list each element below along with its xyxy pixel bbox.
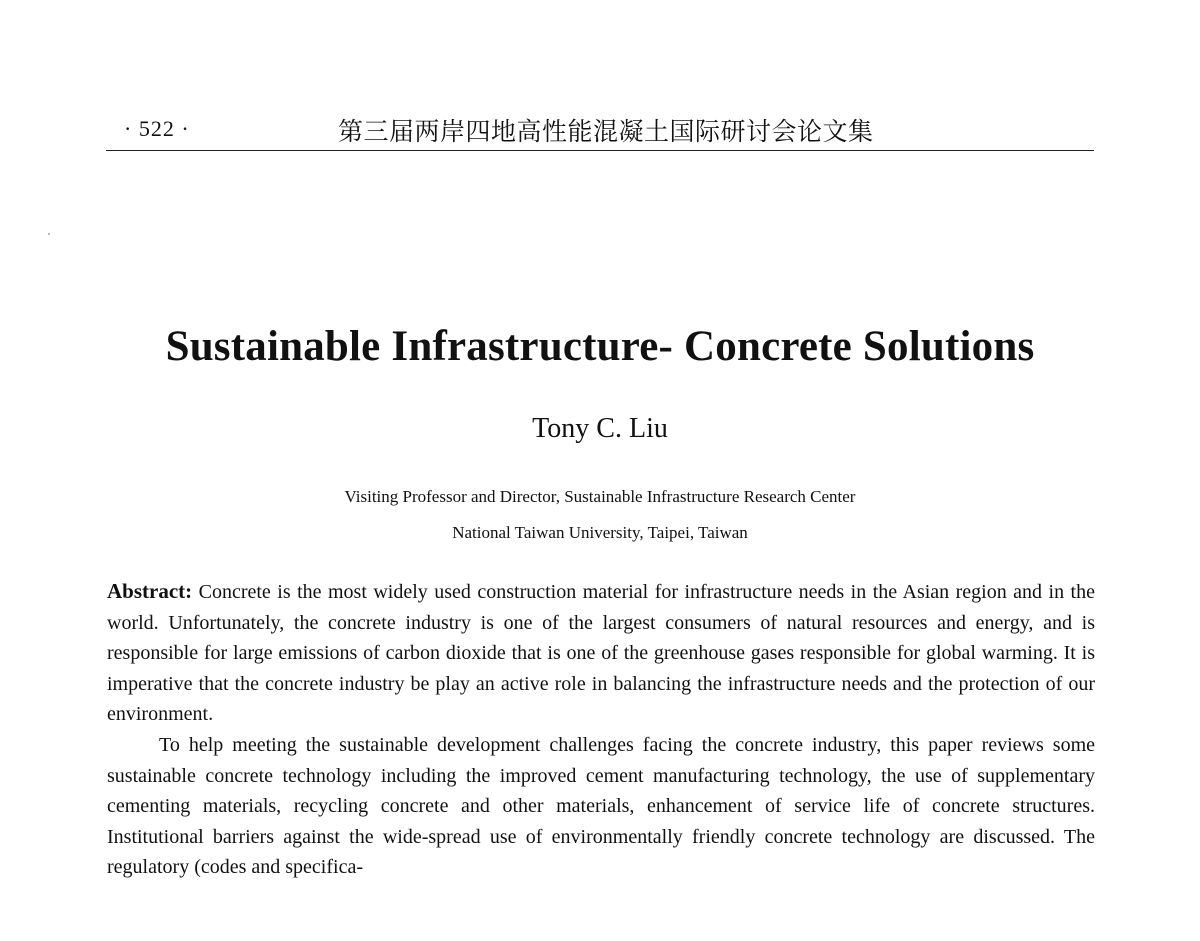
scan-speck xyxy=(48,233,50,235)
abstract-paragraph xyxy=(107,576,1095,730)
affiliation-line-1: Visiting Professor and Director, Sustainable Infrastructure Research Center xyxy=(344,487,856,506)
abstract-text: Concrete is the most widely used construction material for infrastructure needs in the Asian region and in the world. Unfortunately, the concrete industry is one of the largest consumers of natural resources and energy, and is responsible for large emissions of carbon dioxide that is one of the greenhouse gases responsible for global warming. It is imperative that the concrete industry be play an active role in balancing the infrastructure needs and the protection of our environment. xyxy=(107,581,1095,725)
abstract-paragraph-2: To help meeting the sustainable development challenges facing the concrete industry, this paper reviews some sustainable concrete technology including the improved cement manufacturing technology, the use of supplementary cementing materials, recycling concrete and other materials, enhancement of service life of concrete structures. Institutional barriers against the wide-spread use of environmentally friendly concrete technology are discussed. The regulatory (codes and specifica- xyxy=(107,734,1095,878)
page-number: · 522 · xyxy=(124,116,190,141)
journal-title: 第三届两岸四地高性能混凝土国际研讨会论文集 xyxy=(338,117,874,146)
paper-title: Sustainable Infrastructure- Concrete Solutions xyxy=(165,323,1035,370)
affiliation-line-2: National Taiwan University, Taipei, Taiwan xyxy=(452,523,748,542)
abstract-label: Abstract: xyxy=(107,579,193,603)
running-header xyxy=(106,110,1094,150)
header-rule xyxy=(106,150,1094,151)
author-name: Tony C. Liu xyxy=(532,413,668,444)
